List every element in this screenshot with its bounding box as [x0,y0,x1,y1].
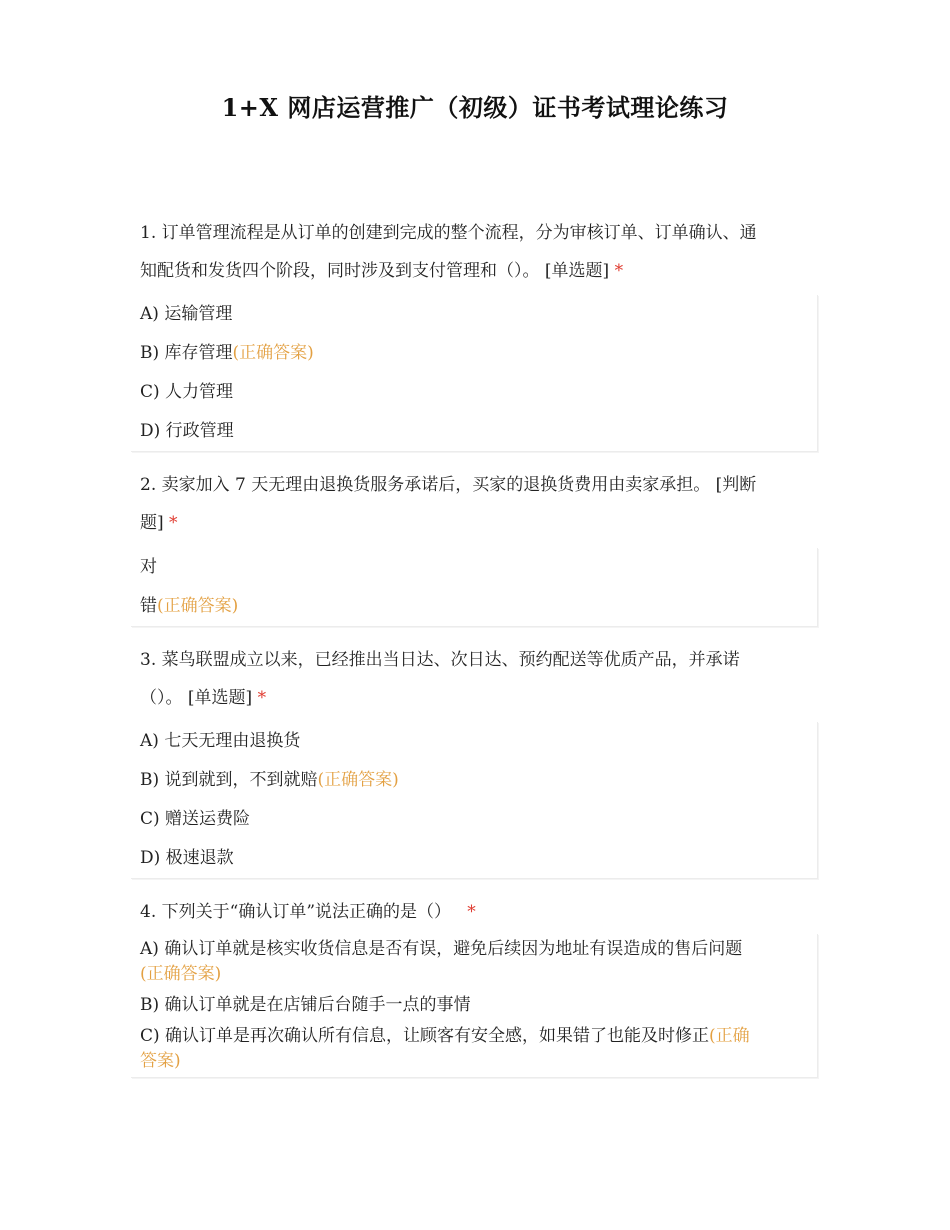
required-mark: * [169,513,178,533]
question-4 [140,893,820,931]
question-1-text-line-1: 1. 订单管理流程是从订单的创建到完成的整个流程，分为审核订单、订单确认、通 [140,223,757,243]
question-3-text-line-2: （）。 [单选题] * [140,688,267,708]
option-c[interactable]: C) 确认订单是再次确认所有信息，让顾客有安全感，如果错了也能及时修正(正确 答案) [140,1026,750,1071]
option-b[interactable]: B) 说到就到，不到就赔(正确答案) [140,770,399,790]
correct-answer-tag: (正确答案) [232,343,314,363]
question-2-options [131,548,818,627]
option-a[interactable]: A) 运输管理 [140,304,233,324]
question-3-options [131,722,818,879]
document-title: 1+X 网店运营推广（初级）证书考试理论练习 [221,93,729,122]
question-1-options [131,295,818,452]
option-b[interactable]: B) 确认订单就是在店铺后台随手一点的事情 [140,995,471,1015]
option-true[interactable]: 对 [140,557,157,577]
correct-answer-tag: (正确答案) [140,964,222,984]
required-mark: * [614,261,624,281]
option-d[interactable]: D) 行政管理 [140,421,234,441]
question-1 [140,214,820,290]
question-2 [140,466,820,542]
option-b[interactable]: B) 库存管理(正确答案) [140,343,314,363]
option-a[interactable]: A) 确认订单就是核实收货信息是否有误，避免后续因为地址有误造成的售后问题 (正确答案) [140,939,743,984]
question-1-text-line-2: 知配货和发货四个阶段，同时涉及到支付管理和（）。 [单选题] * [140,261,624,281]
correct-answer-tag: (正确答案) [317,770,399,790]
required-mark: * [257,688,267,708]
question-3 [140,641,820,717]
option-c[interactable]: C) 人力管理 [140,382,234,402]
option-a[interactable]: A) 七天无理由退换货 [140,731,301,751]
question-2-text-line-1: 2. 卖家加入 7 天无理由退换货服务承诺后，买家的退换货费用由卖家承担。 [判断 [140,475,757,495]
option-false[interactable]: 错(正确答案) [140,596,239,616]
correct-answer-tag-continued: 答案) [140,1051,181,1071]
option-d[interactable]: D) 极速退款 [140,848,234,868]
question-3-text-line-1: 3. 菜鸟联盟成立以来，已经推出当日达、次日达、预约配送等优质产品，并承诺 [140,650,740,670]
question-2-text-line-2: 题] * [140,513,178,533]
question-4-text-line-1: 4. 下列关于“确认订单”说法正确的是（） * [140,902,476,922]
correct-answer-tag: (正确 [709,1026,750,1046]
option-c[interactable]: C) 赠送运费险 [140,809,251,829]
correct-answer-tag: (正确答案) [157,596,239,616]
question-4-options [131,934,818,1078]
required-mark: * [467,902,476,922]
